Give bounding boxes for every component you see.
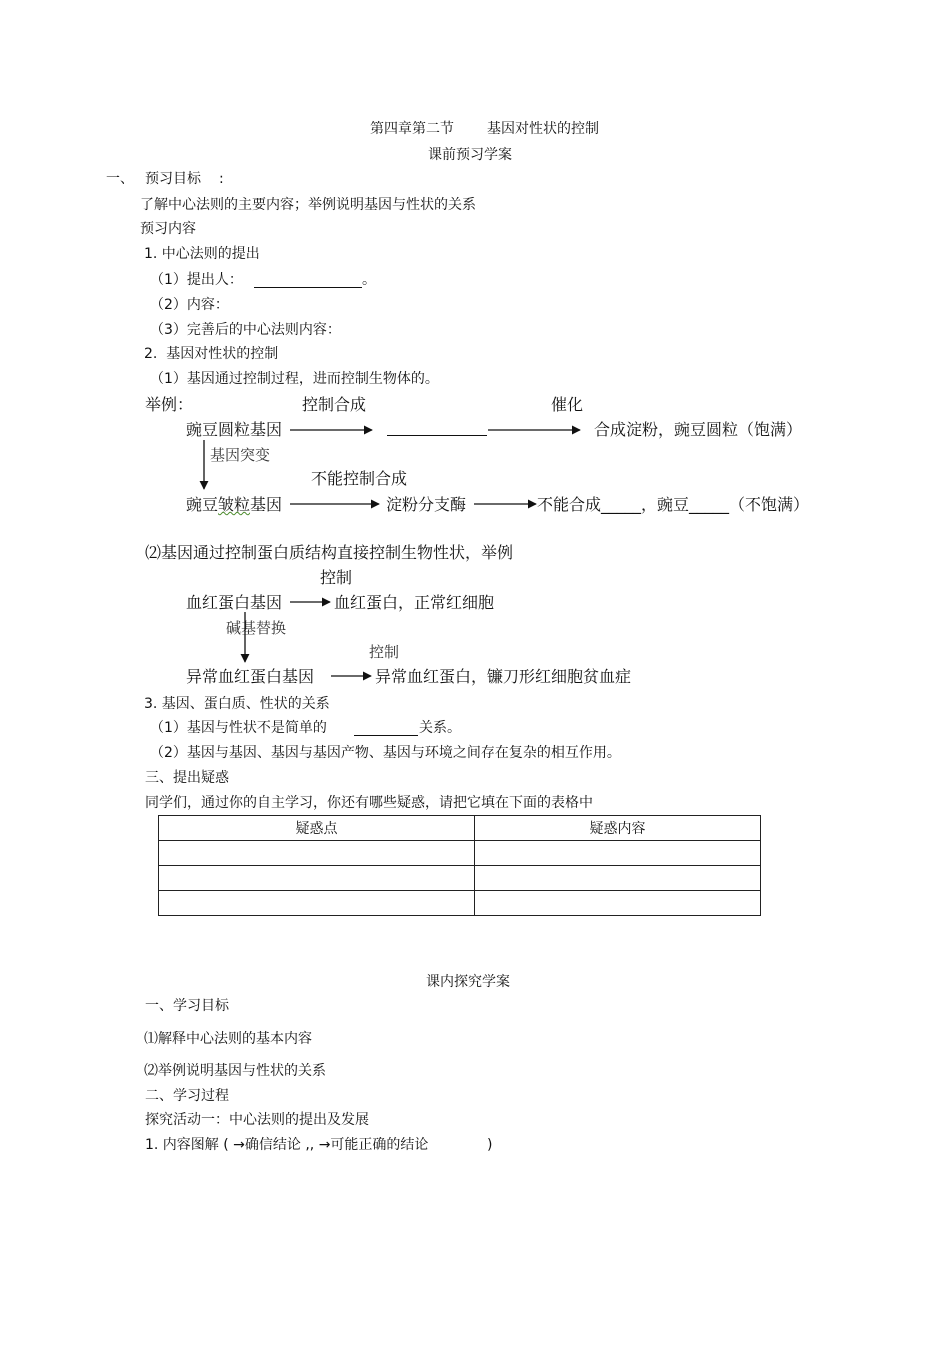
diagram2-node-abnormal-result: 异常血红蛋白，镰刀形红细胞贫血症 [375, 667, 632, 686]
table-cell[interactable] [159, 891, 475, 916]
item-1: 1. 中心法则的提出 [144, 246, 260, 262]
page-title-topic: 基因对性状的控制 [487, 121, 599, 137]
subtitle-in-class: 课内探究学案 [426, 974, 510, 990]
diagram2-label-control-2: 控制 [369, 643, 400, 661]
diagram2-label-substitution: 碱基替换 [226, 619, 287, 637]
p2-goal-1: ⑴解释中心法则的基本内容 [144, 1031, 312, 1047]
wrinkled-gene-part-c: 基因 [250, 495, 283, 514]
p2-goal-2: ⑵举例说明基因与性状的关系 [144, 1063, 326, 1079]
section-number: 一、 [106, 171, 134, 187]
item-1-2: （2）内容： [150, 297, 229, 313]
table-cell[interactable] [475, 891, 761, 916]
diagram-label-control-synthesis: 控制合成 [302, 395, 367, 414]
fill-blank-relation [354, 735, 418, 736]
preview-heading: 预习内容 [140, 221, 196, 237]
goal-text: 了解中心法则的主要内容；举例说明基因与性状的关系 [140, 197, 476, 213]
table-cell[interactable] [475, 841, 761, 866]
diagram-node-wrinkled-result: 不能合成_____，豌豆_____（不饱满） [537, 495, 810, 514]
p2-activity: 探究活动一：中心法则的提出及发展 [145, 1112, 369, 1128]
diagram-node-round-gene: 豌豆圆粒基因 [186, 420, 283, 439]
table-cell[interactable] [159, 866, 475, 891]
diagram2-label-control: 控制 [320, 568, 353, 587]
diagram-example-label: 举例： [145, 395, 194, 414]
item-3-1: （1）基因与性状不是简单的 [150, 720, 327, 736]
item-3-1-end: 关系。 [419, 720, 461, 736]
p2-section-1: 一、学习目标 [145, 998, 229, 1014]
section-3-intro: 同学们，通过你的自主学习，你还有哪些疑惑，请把它填在下面的表格中 [145, 795, 593, 811]
section-colon: : [219, 171, 224, 187]
diagram-node-enzyme: 淀粉分支酶 [386, 495, 467, 514]
diagram2-node-hb-gene: 血红蛋白基因 [186, 593, 283, 612]
table-header-doubt-content: 疑惑内容 [475, 816, 761, 841]
diagram2-node-hb-result: 血红蛋白，正常红细胞 [334, 593, 495, 612]
diagram-label-mutation: 基因突变 [210, 446, 271, 464]
table-row [159, 866, 761, 891]
diagram2-node-abnormal-gene: 异常血红蛋白基因 [186, 667, 315, 686]
diagram-label-catalyze: 催化 [551, 395, 584, 414]
item-2-1: （1）基因通过控制过程，进而控制生物体的。 [150, 371, 439, 387]
table-row [159, 841, 761, 866]
item-2: 2. 基因对性状的控制 [144, 346, 279, 362]
p2-item-1-close: ) [487, 1137, 493, 1153]
table-row [159, 891, 761, 916]
table-cell[interactable] [475, 866, 761, 891]
section-heading: 预习目标 [145, 171, 201, 187]
diagram-label-cannot-control: 不能控制合成 [311, 469, 408, 488]
table-header-row [159, 816, 761, 841]
diagram-node-round-result: 合成淀粉，豌豆圆粒（饱满） [594, 420, 803, 439]
page-title-chapter: 第四章第二节 [370, 121, 454, 137]
doubts-table [158, 815, 761, 916]
p2-section-2: 二、学习过程 [145, 1088, 229, 1104]
wrinkled-gene-part-b: 皱粒 [218, 495, 251, 514]
item-3-2: （2）基因与基因、基因与基因产物、基因与环境之间存在复杂的相互作用。 [150, 745, 621, 761]
table-header-doubt-point: 疑惑点 [159, 816, 475, 841]
p2-item-1: 1. 内容图解 ( →确信结论 ,, →可能正确的结论 [145, 1137, 429, 1153]
item-1-1-end: 。 [362, 272, 376, 288]
item-3: 3. 基因、蛋白质、性状的关系 [144, 696, 330, 712]
item-1-1: （1）提出人： [150, 272, 243, 288]
table-cell[interactable] [159, 841, 475, 866]
section-3-heading: 三、提出疑惑 [145, 770, 229, 786]
diagram2-intro: ⑵基因通过控制蛋白质结构直接控制生物性状，举例 [145, 543, 514, 562]
subtitle-preview: 课前预习学案 [428, 147, 512, 163]
wrinkled-gene-part-a: 豌豆 [186, 495, 219, 514]
item-1-3: （3）完善后的中心法则内容： [150, 322, 341, 338]
